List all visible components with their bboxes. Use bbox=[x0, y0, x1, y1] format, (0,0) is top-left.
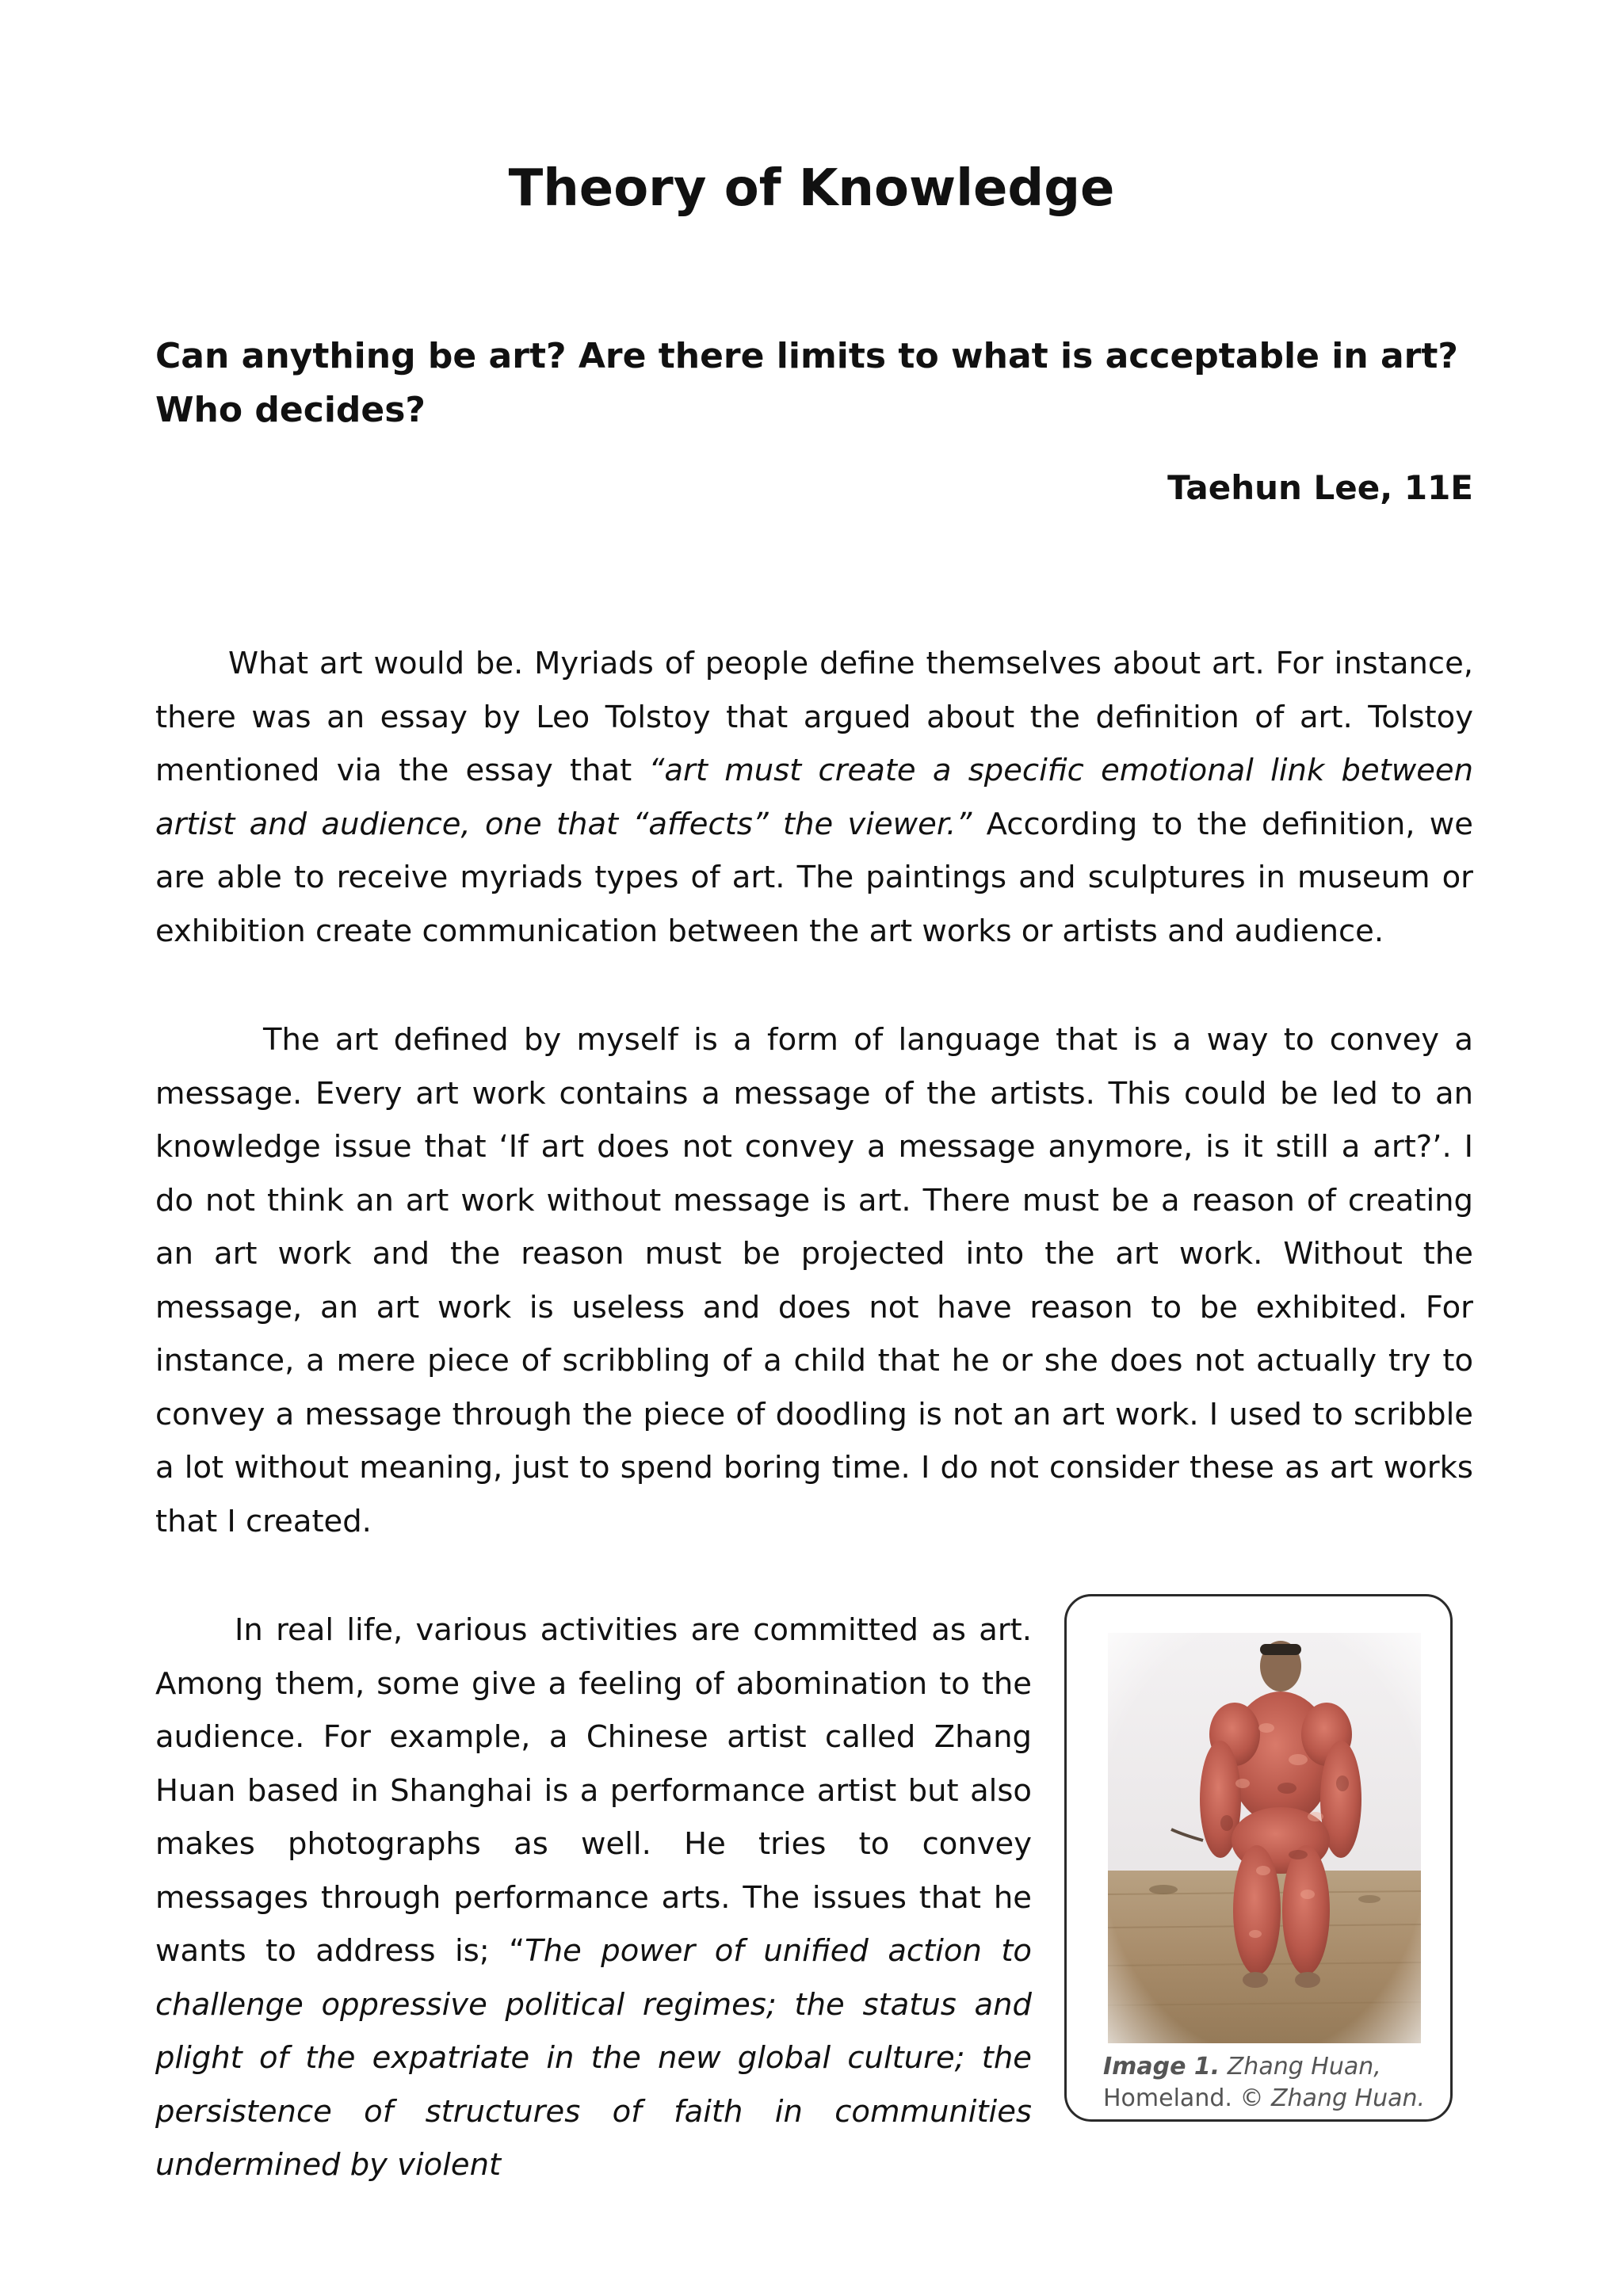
document-title: Theory of Knowledge bbox=[508, 159, 1115, 218]
paragraph-3-text-a: In real life, various activities are committed as art. Among them, some give a feeling of abomination to the audience. For example, a Chinese artist called Zhang Huan based in Shanghai is a performance artist but also makes photographs as well. He tries to convey messages through performance arts. The issues that he wants to address is; “ bbox=[155, 1612, 1032, 1969]
essay-question-line-2: Who decides? bbox=[155, 390, 426, 430]
figure-label: Image 1. bbox=[1103, 2053, 1220, 2081]
zhang-huan-quote: The power of unified action to challenge oppressive political regimes; the status and plight of the expatriate in the new global culture; the persistence of structures of faith in communities undermined by violent bbox=[155, 1933, 1032, 2183]
figure-caption-artist: Zhang Huan, bbox=[1227, 2053, 1381, 2081]
figure-caption-credit: © Zhang Huan. bbox=[1239, 2084, 1426, 2112]
tolstoy-quote: “art must create a specific emotional link between artist and audience, one that “affects” the viewer.” bbox=[155, 753, 1473, 842]
essay-question-line-1: Can anything be art? Are there limits to what is acceptable in art? bbox=[155, 336, 1458, 376]
figure-caption bbox=[1103, 2051, 1436, 2115]
author-line: Taehun Lee, 11E bbox=[1167, 468, 1473, 507]
figure-photo bbox=[1108, 1633, 1421, 2043]
paragraph-3 bbox=[155, 1604, 1032, 2183]
essay-question bbox=[155, 330, 1479, 437]
paragraph-1 bbox=[155, 637, 1473, 958]
paragraph-1-text-b: According to the definition, we are able to receive myriads types of art. The paintings and sculptures in museum or exhibition create communication between the art works or artists and audience. bbox=[155, 806, 1473, 949]
paragraph-1-text-a: What art would be. Myriads of people define themselves about art. For instance, there was an essay by Leo Tolstoy that argued about the definition of art. Tolstoy mentioned via the essay that bbox=[155, 646, 1473, 788]
figure-box bbox=[1064, 1594, 1453, 2122]
zhang-huan-homeland-image bbox=[1108, 1633, 1421, 2043]
paragraph-2: The art defined by myself is a form of language that is a way to convey a message. Every art work contains a message of the artists. This could be led to an knowledge issue that ‘If art does not convey a message anymore, is it still a art?’. I do not think an art work without message is art. There must be a reason of creating an art work and the reason must be projected into the art work. Without the message, an art work is useless and does not have reason to be exhibited. For instance, a mere piece of scribbling of a child that he or she does not actually try to convey a message through the piece of doodling is not an art work. I used to scribble a lot without meaning, just to spend boring time. I do not consider these as art works that I created. bbox=[155, 1022, 1473, 1539]
figure-caption-title: Homeland. bbox=[1103, 2084, 1232, 2112]
